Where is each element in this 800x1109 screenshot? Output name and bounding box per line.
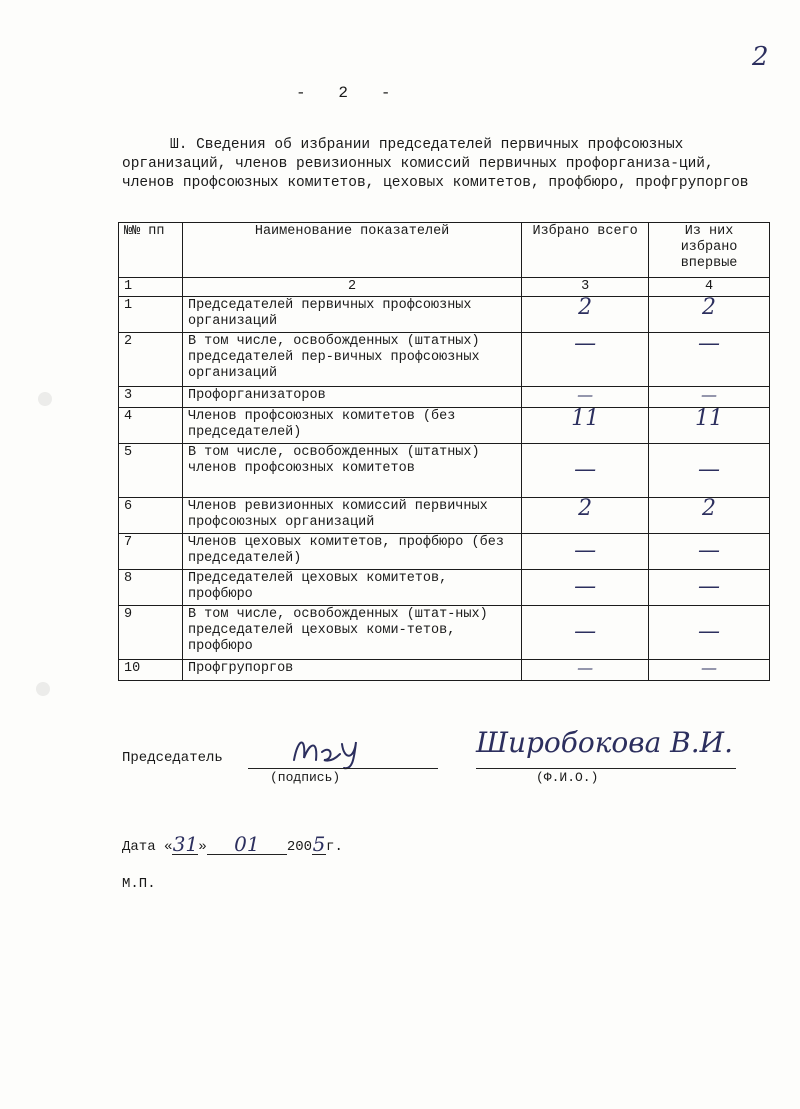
row-num: 6	[119, 498, 183, 534]
date-year-suffix: 5	[312, 832, 326, 856]
table-row	[119, 498, 770, 534]
table-row	[119, 297, 770, 333]
table-header-row	[119, 223, 770, 278]
row-total: —	[577, 658, 594, 677]
header-name: Наименование показателей	[182, 223, 521, 278]
row-total: 2	[578, 295, 593, 320]
header-first-time: Из них избрано впервые	[649, 223, 770, 278]
column-number-row	[119, 278, 770, 297]
row-num: 8	[119, 570, 183, 606]
row-num: 2	[119, 333, 183, 387]
row-total: —	[574, 456, 597, 482]
row-first: —	[698, 331, 721, 356]
section-title	[122, 136, 762, 193]
report-table	[118, 222, 770, 681]
table-row	[119, 606, 770, 660]
col-number-2: 2	[182, 278, 521, 297]
row-num: 4	[119, 408, 183, 444]
name-caption: (Ф.И.О.)	[536, 770, 599, 785]
table-row	[119, 387, 770, 408]
row-name: В том числе, освобожденных (штатных) председателей пер-вичных профсоюзных организаций	[182, 333, 521, 387]
row-first: 2	[702, 496, 717, 521]
row-total: —	[574, 618, 597, 644]
signature-block	[122, 726, 762, 788]
handwritten-page-mark: 2	[752, 42, 769, 72]
row-name: Профорганизаторов	[182, 387, 521, 408]
col-number-1: 1	[119, 278, 183, 297]
col-number-4: 4	[649, 278, 770, 297]
name-line	[476, 768, 736, 769]
table-row	[119, 444, 770, 498]
row-first: 2	[702, 295, 717, 320]
header-total: Избрано всего	[522, 223, 649, 278]
row-total: —	[577, 385, 594, 404]
row-name: Членов профсоюзных комитетов (без председателей)	[182, 408, 521, 444]
row-total: 11	[571, 406, 600, 431]
row-num: 9	[119, 606, 183, 660]
date-day: 31	[172, 832, 199, 856]
date-separator: »	[198, 839, 207, 855]
table-row	[119, 534, 770, 570]
table-row	[119, 333, 770, 387]
handwritten-full-name: Широбокова В.И.	[476, 726, 733, 759]
row-total: 2	[578, 496, 593, 521]
page-number: - 2 -	[296, 84, 392, 102]
row-num: 7	[119, 534, 183, 570]
row-name: Профгрупоргов	[182, 660, 521, 681]
row-first: 11	[695, 406, 724, 431]
row-first: —	[701, 385, 718, 404]
date-row	[122, 832, 343, 856]
row-total: —	[574, 537, 597, 563]
row-first: —	[698, 537, 721, 563]
row-name: Председателей первичных профсоюзных организаций	[182, 297, 521, 333]
handwritten-signature	[290, 730, 370, 770]
row-num: 10	[119, 660, 183, 681]
signature-caption: (подпись)	[270, 770, 341, 785]
date-year-end: г.	[326, 839, 343, 855]
row-total: —	[574, 331, 597, 356]
row-name: В том числе, освобожденных (штатных) членов профсоюзных комитетов	[182, 444, 521, 498]
col-number-3: 3	[522, 278, 649, 297]
row-first: —	[701, 658, 718, 677]
row-first: —	[698, 573, 721, 599]
section-title-first-line: Ш. Сведения об избрании председателей первичных профсоюзных	[170, 137, 684, 153]
row-name: Членов цеховых комитетов, профбюро (без председателей)	[182, 534, 521, 570]
row-num: 5	[119, 444, 183, 498]
row-num: 3	[119, 387, 183, 408]
signature-line	[248, 768, 438, 769]
header-num: №№ пп	[119, 223, 183, 278]
row-name: В том числе, освобожденных (штат-ных) председателей цеховых коми-тетов, профбюро	[182, 606, 521, 660]
row-name: Членов ревизионных комиссий первичных профсоюзных организаций	[182, 498, 521, 534]
section-title-rest: организаций, членов ревизионных комиссий первичных профорганиза-ций, членов профсоюзных комитетов, цеховых комитетов, профбюро, профгрупоргов	[122, 156, 749, 191]
date-month: 01	[234, 832, 260, 856]
row-first: —	[698, 618, 721, 644]
row-name: Председателей цеховых комитетов, профбюро	[182, 570, 521, 606]
date-label: Дата «	[122, 839, 173, 855]
table-row	[119, 570, 770, 606]
table-row	[119, 408, 770, 444]
stamp-place: М.П.	[122, 876, 156, 892]
table-row	[119, 660, 770, 681]
row-first: —	[698, 456, 721, 482]
date-year-prefix: 200	[286, 839, 313, 855]
row-total: —	[574, 573, 597, 599]
chairman-label: Председатель	[122, 750, 223, 766]
row-num: 1	[119, 297, 183, 333]
